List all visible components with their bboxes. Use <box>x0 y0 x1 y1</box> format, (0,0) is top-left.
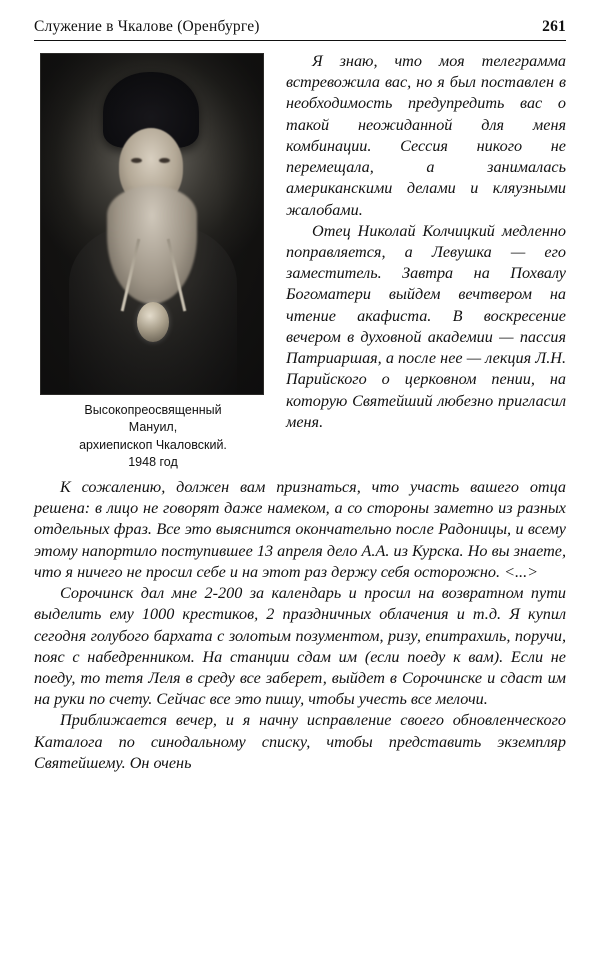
page-number: 261 <box>542 18 566 35</box>
paragraph: Приближается вечер, и я начну исправление своего обновленческого Каталога по синодальному списку, чтобы представить экземпляр Святейшему. Он очень <box>34 711 566 772</box>
running-head <box>34 18 566 40</box>
caption-line: Мануил, <box>128 420 178 435</box>
figure-portrait <box>34 53 272 471</box>
photo-vignette <box>41 54 263 394</box>
paragraph: Сорочинск дал мне 2-200 за календарь и просил на возвратном пути выделить ему 1000 крестиков, 2 праздничных облачения и т.д. Я купил сегодня голубого бархата с золотым позументом, ризу, епитрахиль, поручи, пояс с набедренником. На станции сдам им (если поеду к вам). Если не поеду, то тетя Леля в среду все заберет, выйдет в Сорочинске и сдаст им на руки по счету. Сейчас все это пишу, чтобы учесть все мелочи. <box>34 584 566 709</box>
running-title: Служение в Чкалове (Оренбурге) <box>34 18 260 35</box>
paragraph: К сожалению, должен вам признаться, что участь вашего отца решена: в лицо не говорят даже намеком, а со стороны заметно из разных отдельных фраз. Все это выяснится окончательно после Радоницы, и всему этому напортило поступившее 13 апреля дело А.А. из Курска. Но вы знаете, что я ничего не просил себе и на этот раз держу себя осторожно. <...> <box>34 478 566 581</box>
paragraph: Я знаю, что моя телеграмма встревожила вас, но я был поставлен в необходимость предупредить вас о такой неожиданной для меня комбинации. Сессия никого не перемещала, а занималась американскими делами и кляузными жалобами. <box>286 52 566 219</box>
portrait-photo <box>40 53 264 395</box>
caption-line: Высокопреосвященный <box>84 403 222 417</box>
caption-line: архиепископ Чкаловский. <box>79 437 227 452</box>
header-rule <box>34 40 566 41</box>
caption-line: 1948 год <box>128 454 178 469</box>
paragraph: Отец Николай Колчицкий медленно поправляется, а Левушка — его заместитель. Завтра на Похвалу Богоматери выйдем вечтвером на чтение акафиста. В воскресение вечером в духовной академии — пассия Патриаршая, а после нее — лекция Л.Н. Парийского о церковном пении, на которую Святейший любезно пригласил меня. <box>286 221 566 431</box>
figure-caption <box>34 402 272 471</box>
